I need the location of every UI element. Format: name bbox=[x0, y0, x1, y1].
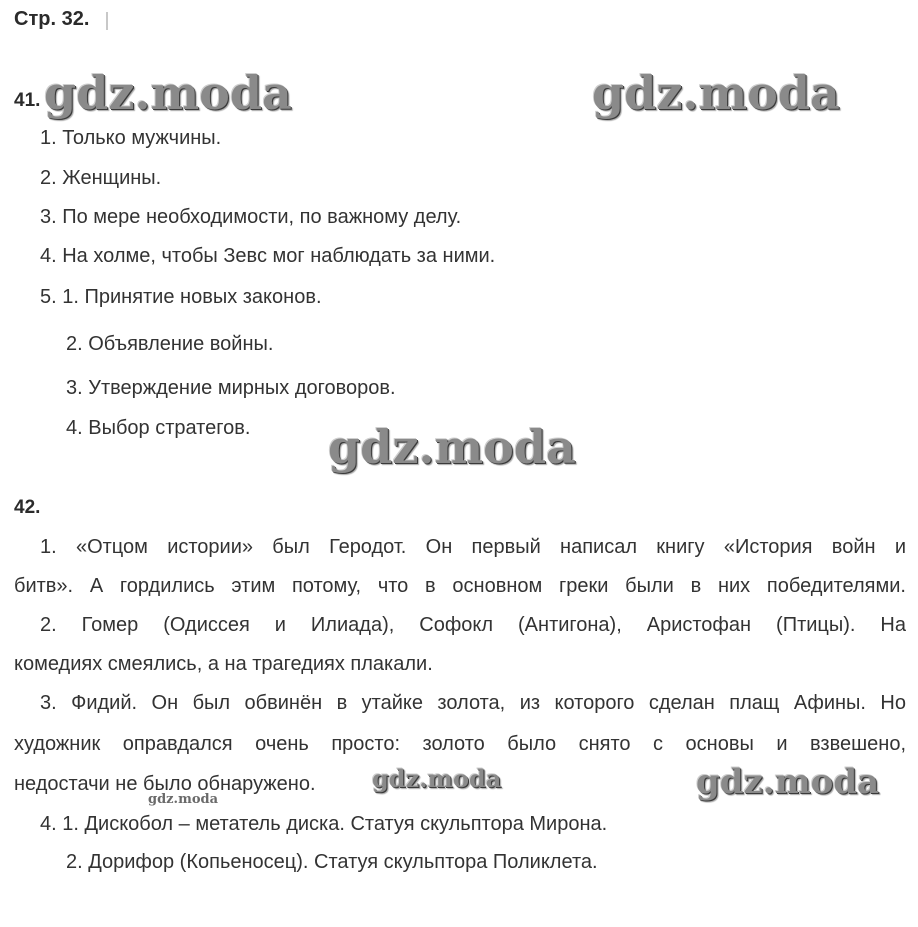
paragraph-line: 1. «Отцом истории» был Геродот. Он первый написал книгу «История войн и bbox=[40, 536, 906, 558]
sub-list-item: 4. Выбор стратегов. bbox=[66, 417, 251, 439]
list-item: 5. 1. Принятие новых законов. bbox=[40, 286, 322, 308]
paragraph-line: 4. 1. Дискобол – метатель диска. Статуя скульптора Мирона. bbox=[40, 813, 608, 835]
section-41-number: 41. bbox=[14, 90, 41, 111]
paragraph-line: 3. Фидий. Он был обвинён в утайке золота, из которого сделан плащ Афины. Но bbox=[40, 692, 906, 714]
watermark-logo: gdz.moda bbox=[592, 66, 840, 120]
watermark-logo: gdz.moda bbox=[148, 792, 219, 807]
watermark-logo: gdz.moda bbox=[44, 66, 292, 120]
watermark-logo: gdz.moda bbox=[372, 764, 502, 793]
text-cursor-mark bbox=[106, 12, 108, 30]
watermark-logo: gdz.moda bbox=[328, 420, 576, 474]
section-42-number: 42. bbox=[14, 497, 41, 518]
list-item: 1. Только мужчины. bbox=[40, 127, 222, 149]
paragraph-line: 2. Гомер (Одиссея и Илиада), Софокл (Антигона), Аристофан (Птицы). На bbox=[40, 614, 906, 636]
page-header: Стр. 32. bbox=[14, 8, 90, 30]
sub-list-item: 3. Утверждение мирных договоров. bbox=[66, 377, 396, 399]
watermark-logo: gdz.moda bbox=[696, 762, 880, 802]
paragraph-line: недостачи не было обнаружено. bbox=[14, 773, 316, 795]
list-item: 2. Женщины. bbox=[40, 167, 162, 189]
list-item: 4. На холме, чтобы Зевс мог наблюдать за ними. bbox=[40, 245, 496, 267]
paragraph-line: 2. Дорифор (Копьеносец). Статуя скульптора Поликлета. bbox=[66, 851, 598, 873]
paragraph-line: битв». А гордились этим потому, что в основном греки были в них победителями. bbox=[14, 575, 906, 597]
paragraph-line: комедиях смеялись, а на трагедиях плакали. bbox=[14, 653, 433, 675]
list-item: 3. По мере необходимости, по важному делу. bbox=[40, 206, 462, 228]
paragraph-line: художник оправдался очень просто: золото было снято с основы и взвешено, bbox=[14, 733, 906, 755]
sub-list-item: 2. Объявление войны. bbox=[66, 333, 274, 355]
